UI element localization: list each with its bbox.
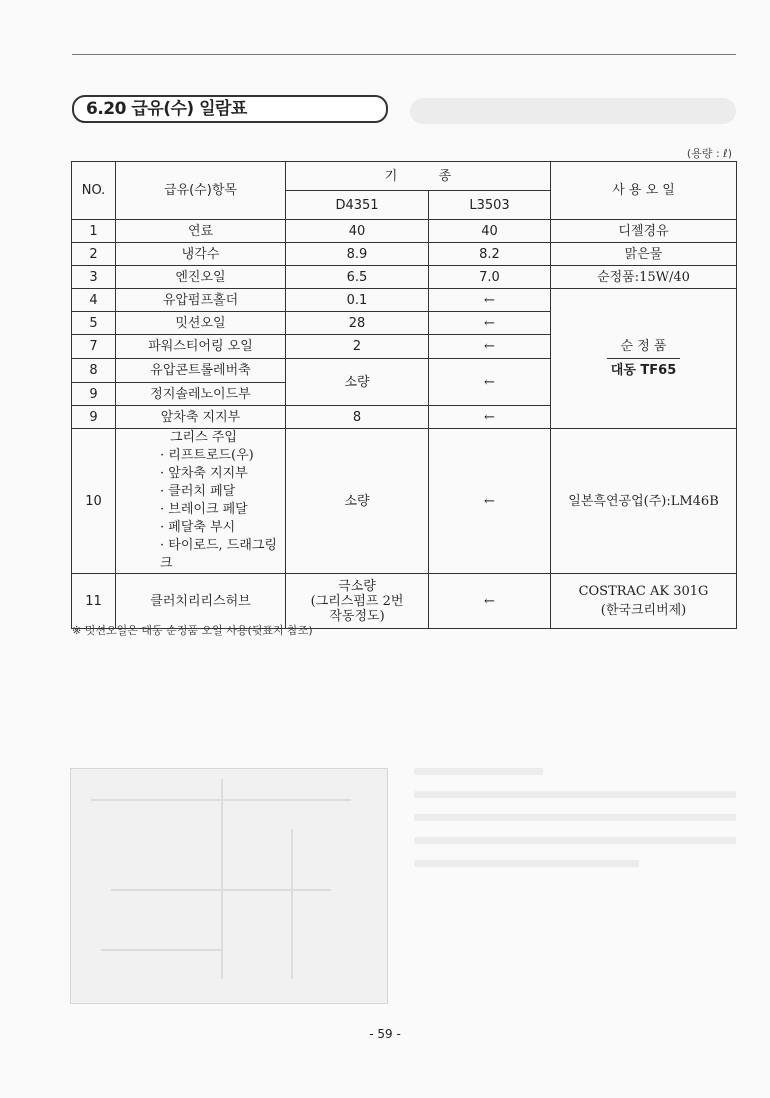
grease-point: · 페달축 부시 — [160, 520, 236, 535]
row-no: 3 — [72, 266, 116, 289]
small-amount-cell: 소량 — [286, 359, 429, 406]
row-model-a — [286, 574, 429, 629]
row-no: 9 — [72, 383, 116, 406]
row-oil: 순정품:15W/40 — [551, 266, 737, 289]
header-model-a: D4351 — [286, 191, 429, 220]
row-model-a: 6.5 — [286, 266, 429, 289]
table-row — [72, 220, 737, 243]
table-row — [72, 266, 737, 289]
row-model-b: 40 — [429, 220, 551, 243]
row-oil: 일본흑연공업(주):LM46B — [551, 429, 737, 574]
oil-genuine-tf65 — [551, 289, 737, 429]
row-no: 11 — [72, 574, 116, 629]
row-model-b: ← — [429, 406, 551, 429]
row-item: 밋션오일 — [116, 312, 286, 335]
row-model-b: ← — [429, 312, 551, 335]
header-model-b: L3503 — [429, 191, 551, 220]
row-no: 8 — [72, 359, 116, 383]
table-row-grease — [72, 429, 737, 574]
grease-points — [116, 429, 286, 574]
row-item: 연료 — [116, 220, 286, 243]
bleed-through-text — [414, 768, 736, 888]
row-item: 냉각수 — [116, 243, 286, 266]
grease-point: · 타이로드, 드래그링크 — [160, 538, 277, 571]
row-no: 9 — [72, 406, 116, 429]
row-item: 엔진오일 — [116, 266, 286, 289]
row-model-b: ← — [429, 289, 551, 312]
row-model-b: 8.2 — [429, 243, 551, 266]
footnote: ※ 밋션오일은 대동 순정품 오일 사용(뒷표지 참조) — [72, 624, 313, 637]
row-oil: 디젤경유 — [551, 220, 737, 243]
row-item: 클러치리리스허브 — [116, 574, 286, 629]
row-no: 7 — [72, 335, 116, 359]
row-model-b: ← — [429, 429, 551, 574]
table-row — [72, 289, 737, 312]
bleed-through-figure — [70, 768, 388, 1004]
row-no: 5 — [72, 312, 116, 335]
row-model-b: 7.0 — [429, 266, 551, 289]
grease-point: · 클러치 페달 — [160, 484, 236, 499]
header-no: NO. — [72, 162, 116, 220]
row-item: 유압펌프홀더 — [116, 289, 286, 312]
page-number: - 59 - — [369, 1027, 401, 1041]
header-model-group: 기 종 — [286, 162, 551, 191]
row-model-a: 소량 — [286, 429, 429, 574]
row-no: 2 — [72, 243, 116, 266]
section-title: 6.20 급유(수) 일람표 — [72, 95, 388, 123]
clutch-amount-line: (그리스펌프 2번 — [310, 593, 404, 609]
table-row-clutch — [72, 574, 737, 629]
row-oil — [551, 574, 737, 629]
row-no: 1 — [72, 220, 116, 243]
row-model-b: ← — [429, 335, 551, 359]
oil-genuine-label: 순 정 품 — [607, 339, 681, 359]
row-item: 유압콘트롤레버축 — [116, 359, 286, 383]
header-item: 급유(수)항목 — [116, 162, 286, 220]
clutch-amount-line: 극소량 — [338, 578, 376, 594]
unit-note: (용량 : ℓ) — [686, 147, 732, 160]
header-rule — [72, 54, 736, 55]
table-row — [72, 243, 737, 266]
row-item: 앞차축 지지부 — [116, 406, 286, 429]
grease-point: · 브레이크 페달 — [160, 502, 248, 517]
grease-head: 그리스 주입 — [170, 430, 237, 445]
row-item: 파워스티어링 오일 — [116, 335, 286, 359]
clutch-amount-line: 작동정도) — [329, 608, 385, 624]
row-model-a: 40 — [286, 220, 429, 243]
row-model-a: 0.1 — [286, 289, 429, 312]
row-model-a: 2 — [286, 335, 429, 359]
row-oil: 맑은물 — [551, 243, 737, 266]
oil-tf65-label: 대동 TF65 — [610, 363, 677, 378]
clutch-oil-line: COSTRAC AK 301G — [578, 584, 709, 599]
row-model-b: ← — [429, 574, 551, 629]
arrow-cell: ← — [429, 359, 551, 406]
row-no: 4 — [72, 289, 116, 312]
lubrication-table — [71, 161, 737, 629]
bleed-through-band — [410, 98, 736, 124]
header-oil: 사 용 오 일 — [551, 162, 737, 220]
row-model-a: 28 — [286, 312, 429, 335]
clutch-oil-line: (한국크리버제) — [600, 603, 687, 618]
row-no: 10 — [72, 429, 116, 574]
row-item: 정지솔레노이드부 — [116, 383, 286, 406]
row-model-a: 8 — [286, 406, 429, 429]
row-model-a: 8.9 — [286, 243, 429, 266]
grease-point: · 앞차축 지지부 — [160, 466, 248, 481]
grease-point: · 리프트로드(우) — [160, 448, 254, 463]
